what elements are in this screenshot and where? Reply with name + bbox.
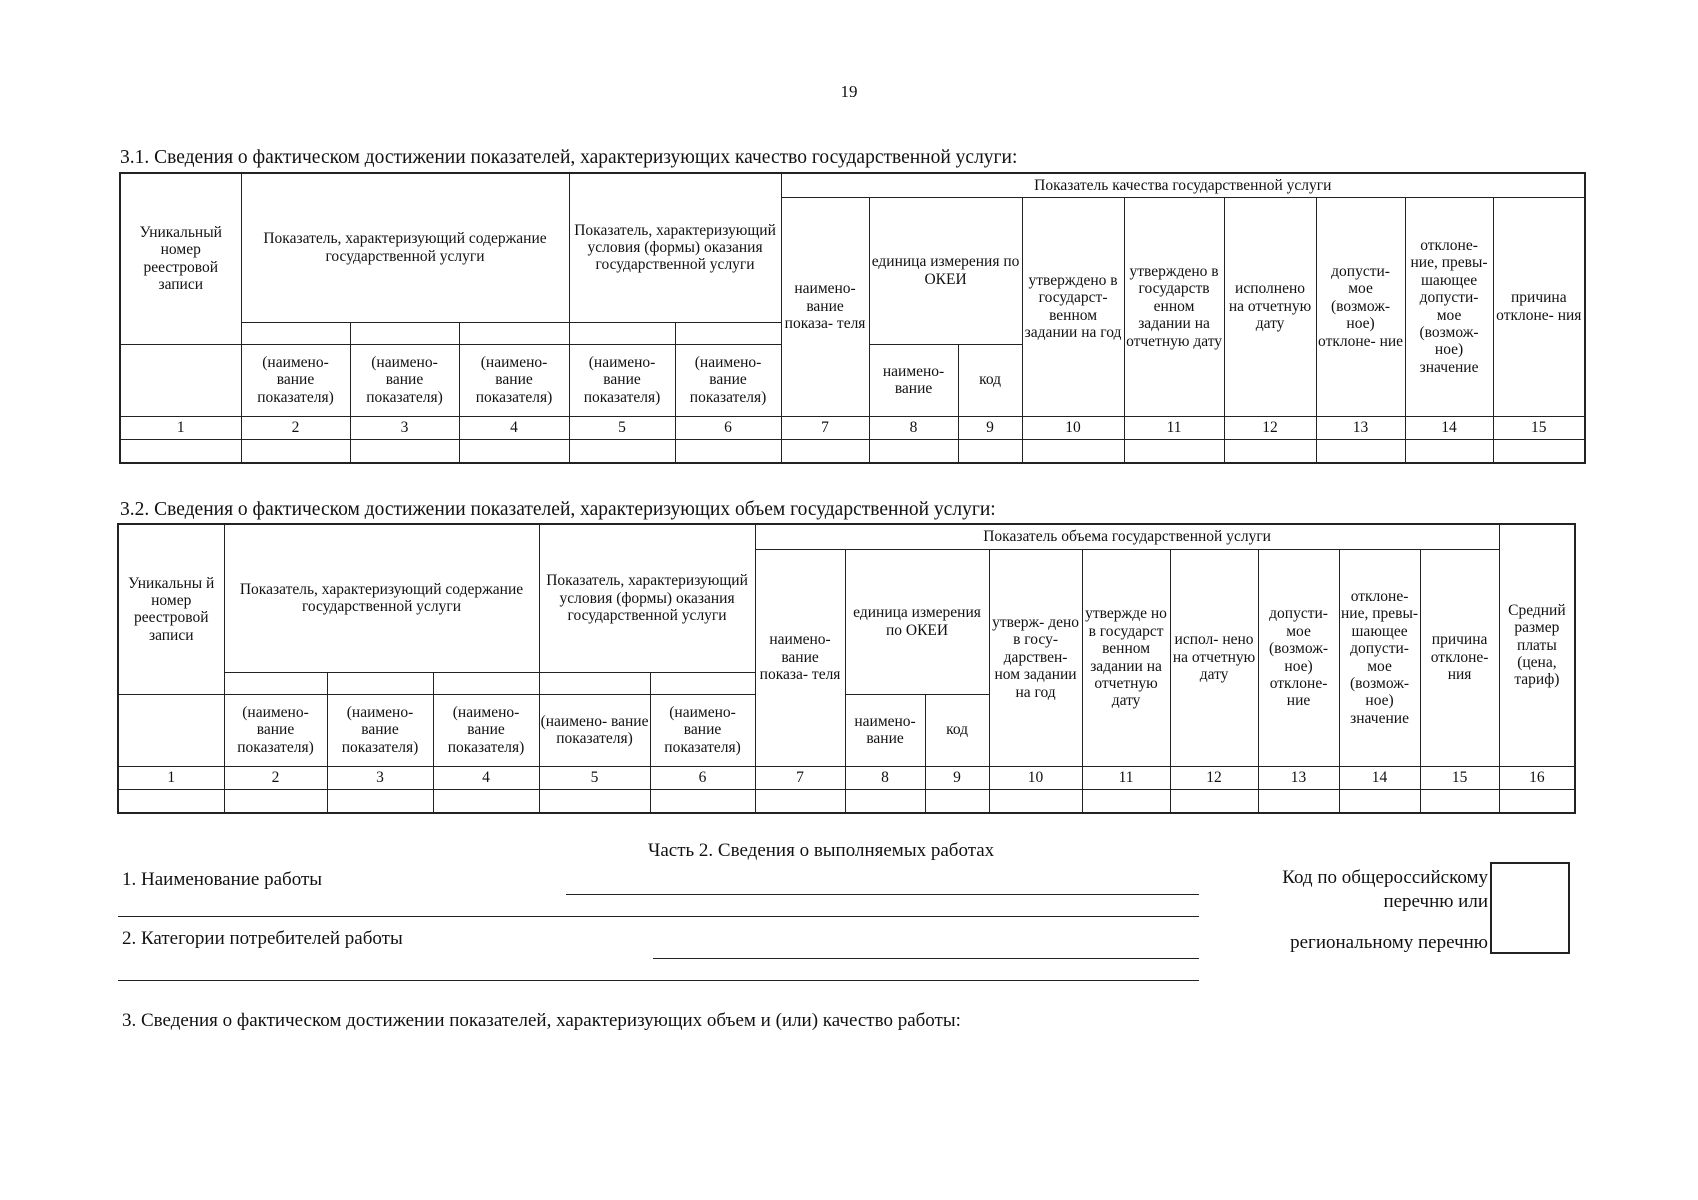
column-number: 13	[1316, 416, 1405, 439]
column-number: 8	[845, 766, 925, 789]
work-name-field-line-2[interactable]	[118, 916, 1199, 917]
col-unit-okei: единица измерения по ОКЕИ	[845, 549, 989, 694]
part-2-title: Часть 2. Сведения о выполняемых работах	[648, 840, 995, 861]
column-number: 2	[241, 416, 350, 439]
col-deviation-reason: причина отклоне- ния	[1493, 197, 1585, 416]
blank-cell	[241, 322, 350, 344]
col-executed: испол- нено на отчетную дату	[1170, 549, 1258, 766]
empty-data-cell[interactable]	[1499, 789, 1575, 813]
blank-cell	[539, 672, 650, 694]
empty-data-cell[interactable]	[241, 439, 350, 463]
col-unique-number-cont	[120, 344, 241, 416]
col-average-fee: Средний размер платы (цена, тариф)	[1499, 524, 1575, 766]
col-approved-year: утверждено в государст- венном задании на год	[1022, 197, 1124, 416]
section-3-2-title: 3.2. Сведения о фактическом достижении показателей, характеризующих объем государственной услуги:	[120, 499, 996, 520]
empty-data-cell[interactable]	[869, 439, 958, 463]
col-approved-date: утверждено в государств енном задании на отчетную дату	[1124, 197, 1224, 416]
sub-indicator-name: (наимено- вание показателя)	[433, 694, 539, 766]
empty-data-cell[interactable]	[1405, 439, 1493, 463]
column-number: 12	[1170, 766, 1258, 789]
col-unique-number-cont	[118, 694, 224, 766]
blank-cell	[224, 672, 327, 694]
column-number: 4	[459, 416, 569, 439]
code-label-line-1: Код по общероссийскому	[1282, 867, 1488, 888]
col-conditions-indicator: Показатель, характеризующий условия (формы) оказания государственной услуги	[569, 173, 781, 322]
empty-data-cell[interactable]	[539, 789, 650, 813]
column-number: 9	[925, 766, 989, 789]
empty-data-cell[interactable]	[224, 789, 327, 813]
empty-data-cell[interactable]	[569, 439, 675, 463]
sub-indicator-name: (наимено- вание показателя)	[350, 344, 459, 416]
column-number: 4	[433, 766, 539, 789]
column-number: 16	[1499, 766, 1575, 789]
empty-data-cell[interactable]	[118, 789, 224, 813]
column-number: 7	[781, 416, 869, 439]
empty-data-cell[interactable]	[925, 789, 989, 813]
column-number: 14	[1405, 416, 1493, 439]
column-number: 3	[350, 416, 459, 439]
empty-data-cell[interactable]	[755, 789, 845, 813]
column-number: 12	[1224, 416, 1316, 439]
column-number: 15	[1493, 416, 1585, 439]
unit-name: наимено- вание	[869, 344, 958, 416]
sub-indicator-name: (наимено- вание показателя)	[224, 694, 327, 766]
col-allowed-deviation: допусти- мое (возмож- ное) отклоне- ние	[1316, 197, 1405, 416]
empty-data-cell[interactable]	[1420, 789, 1499, 813]
column-number: 6	[675, 416, 781, 439]
empty-data-cell[interactable]	[958, 439, 1022, 463]
code-input-box[interactable]	[1490, 862, 1570, 954]
sub-indicator-name: (наимено- вание показателя)	[539, 694, 650, 766]
empty-data-cell[interactable]	[120, 439, 241, 463]
blank-cell	[675, 322, 781, 344]
unit-code: код	[925, 694, 989, 766]
blank-cell	[459, 322, 569, 344]
page-number: 19	[840, 82, 858, 101]
col-allowed-deviation: допусти- мое (возмож- ное) отклоне- ние	[1258, 549, 1339, 766]
column-number: 6	[650, 766, 755, 789]
empty-data-cell[interactable]	[459, 439, 569, 463]
consumers-label: 2. Категории потребителей работы	[122, 928, 403, 949]
blank-cell	[327, 672, 433, 694]
column-number: 3	[327, 766, 433, 789]
col-approved-year: утверж- дено в госу- дарствен- ном задании на год	[989, 549, 1082, 766]
sub-indicator-name: (наимено- вание показателя)	[459, 344, 569, 416]
blank-cell	[350, 322, 459, 344]
column-number: 15	[1420, 766, 1499, 789]
empty-data-cell[interactable]	[1124, 439, 1224, 463]
empty-data-cell[interactable]	[989, 789, 1082, 813]
quality-indicators-table	[119, 172, 1586, 464]
column-number: 10	[1022, 416, 1124, 439]
work-name-label: 1. Наименование работы	[122, 869, 323, 890]
blank-cell	[433, 672, 539, 694]
col-conditions-indicator: Показатель, характеризующий условия (формы) оказания государственной услуги	[539, 524, 755, 672]
column-number: 13	[1258, 766, 1339, 789]
col-content-indicator: Показатель, характеризующий содержание государственной услуги	[224, 524, 539, 672]
col-indicator-name: наимено- вание показа- теля	[781, 197, 869, 416]
col-executed: исполнено на отчетную дату	[1224, 197, 1316, 416]
sub-indicator-name: (наимено- вание показателя)	[675, 344, 781, 416]
sub-indicator-name: (наимено- вание показателя)	[327, 694, 433, 766]
section-3-title: 3. Сведения о фактическом достижении показателей, характеризующих объем и (или) качество работы:	[122, 1010, 961, 1031]
col-content-indicator: Показатель, характеризующий содержание государственной услуги	[241, 173, 569, 322]
col-unique-number: Уникальны й номер реестровой записи	[118, 524, 224, 694]
column-number: 1	[120, 416, 241, 439]
section-3-1-title: 3.1. Сведения о фактическом достижении показателей, характеризующих качество государственной услуги:	[120, 147, 1018, 168]
col-approved-date: утвержде но в государст венном задании на отчетную дату	[1082, 549, 1170, 766]
empty-data-cell[interactable]	[675, 439, 781, 463]
empty-data-cell[interactable]	[845, 789, 925, 813]
column-number: 8	[869, 416, 958, 439]
empty-data-cell[interactable]	[1316, 439, 1405, 463]
consumers-field-line[interactable]	[653, 958, 1199, 959]
code-label-line-3: региональному перечню	[1290, 932, 1488, 953]
col-exceeding-deviation: отклоне- ние, превы- шающее допусти- мое (возмож- ное) значение	[1339, 549, 1420, 766]
sub-indicator-name: (наимено- вание показателя)	[241, 344, 350, 416]
empty-data-cell[interactable]	[1082, 789, 1170, 813]
sub-indicator-name: (наимено- вание показателя)	[569, 344, 675, 416]
blank-cell	[569, 322, 675, 344]
column-number: 2	[224, 766, 327, 789]
col-quality-indicator-group: Показатель качества государственной услуги	[781, 173, 1585, 197]
col-unique-number: Уникальный номер реестровой записи	[120, 173, 241, 344]
col-exceeding-deviation: отклоне- ние, превы- шающее допусти- мое (возмож- ное) значение	[1405, 197, 1493, 416]
sub-indicator-name: (наимено- вание показателя)	[650, 694, 755, 766]
empty-data-cell[interactable]	[1224, 439, 1316, 463]
empty-data-cell[interactable]	[350, 439, 459, 463]
column-number: 11	[1082, 766, 1170, 789]
col-volume-indicator-group: Показатель объема государственной услуги	[755, 524, 1499, 549]
empty-data-cell[interactable]	[781, 439, 869, 463]
column-number: 7	[755, 766, 845, 789]
code-label-line-2: перечню или	[1383, 891, 1488, 912]
empty-data-cell[interactable]	[1022, 439, 1124, 463]
column-number: 1	[118, 766, 224, 789]
column-number: 10	[989, 766, 1082, 789]
empty-data-cell[interactable]	[650, 789, 755, 813]
blank-cell	[650, 672, 755, 694]
col-deviation-reason: причина отклоне- ния	[1420, 549, 1499, 766]
col-unit-okei: единица измерения по ОКЕИ	[869, 197, 1022, 344]
column-number: 11	[1124, 416, 1224, 439]
unit-name: наимено- вание	[845, 694, 925, 766]
column-number: 9	[958, 416, 1022, 439]
empty-data-cell[interactable]	[433, 789, 539, 813]
unit-code: код	[958, 344, 1022, 416]
empty-data-cell[interactable]	[1339, 789, 1420, 813]
column-number: 5	[539, 766, 650, 789]
empty-data-cell[interactable]	[327, 789, 433, 813]
consumers-field-line-2[interactable]	[118, 980, 1199, 981]
volume-indicators-table	[117, 523, 1576, 814]
work-name-field-line[interactable]	[566, 894, 1199, 895]
empty-data-cell[interactable]	[1258, 789, 1339, 813]
col-indicator-name: наимено- вание показа- теля	[755, 549, 845, 766]
empty-data-cell[interactable]	[1493, 439, 1585, 463]
column-number: 5	[569, 416, 675, 439]
empty-data-cell[interactable]	[1170, 789, 1258, 813]
column-number: 14	[1339, 766, 1420, 789]
